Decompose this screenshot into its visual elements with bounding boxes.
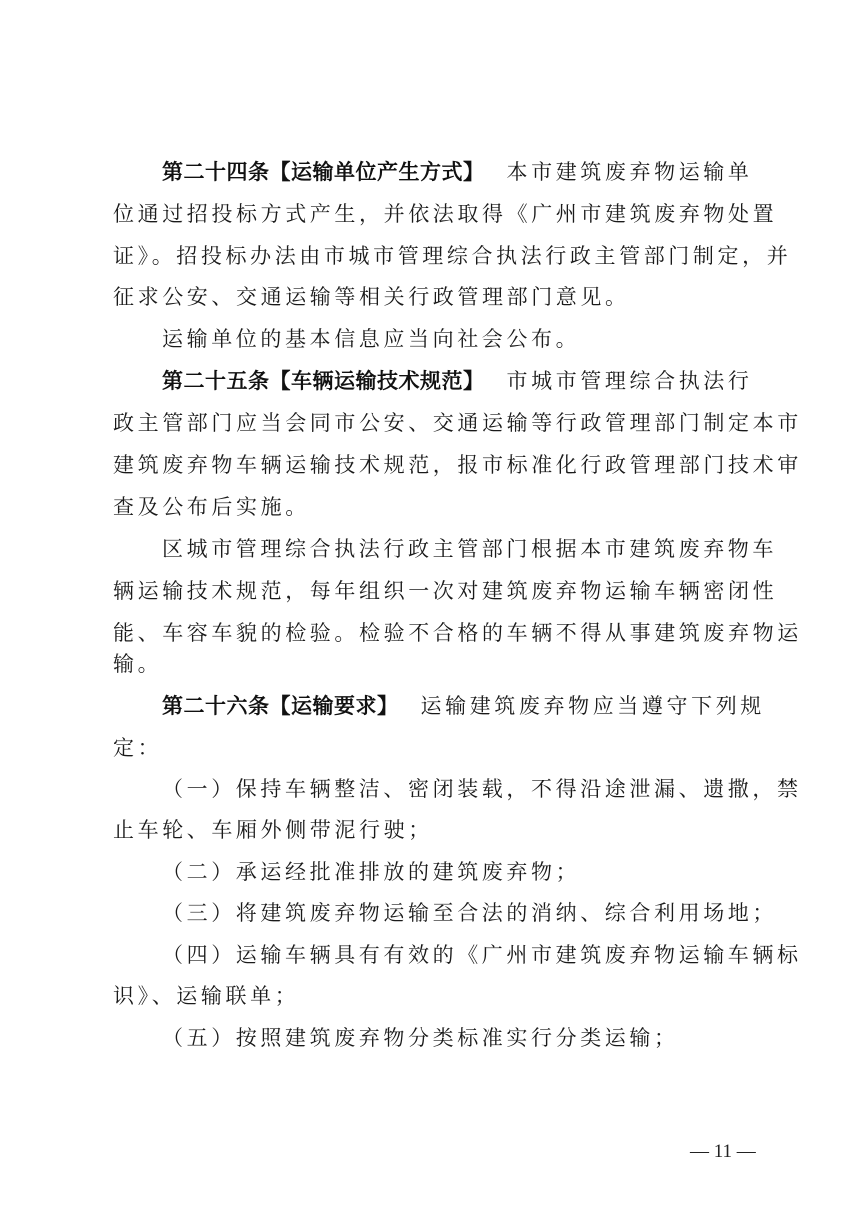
article-26-item-5: （五）按照建筑废弃物分类标准实行分类运输； xyxy=(162,1026,679,1050)
article-25-text: 市城市管理综合执法行 xyxy=(506,369,753,393)
article-24-line: 位通过招投标方式产生，并依法取得《广州市建筑废弃物处置 xyxy=(113,202,778,226)
article-26-item-1-cont: 止车轮、车厢外侧带泥行驶； xyxy=(113,818,433,842)
article-25-line: 能、车容车貌的检验。检验不合格的车辆不得从事建筑废弃物运 xyxy=(113,621,802,645)
article-24-heading: 第二十四条【运输单位产生方式】 xyxy=(162,160,485,184)
article-26-item-3: （三）将建筑废弃物运输至合法的消纳、综合利用场地； xyxy=(162,901,777,925)
article-25-line: 输。 xyxy=(113,652,163,676)
article-26-heading: 第二十六条【运输要求】 xyxy=(162,694,399,718)
article-26-line: 定： xyxy=(113,736,163,760)
article-25-line: 建筑废弃物车辆运输技术规范，报市标准化行政管理部门技术审 xyxy=(113,453,802,477)
article-25-heading: 第二十五条【车辆运输技术规范】 xyxy=(162,369,485,393)
article-24-text: 本市建筑废弃物运输单 xyxy=(506,160,753,184)
article-24-paragraph-2: 运输单位的基本信息应当向社会公布。 xyxy=(162,327,581,351)
article-26-item-4: （四）运输车辆具有有效的《广州市建筑废弃物运输车辆标 xyxy=(162,943,802,967)
page-number: — 11 — xyxy=(690,1141,756,1162)
article-24-line: 征求公安、交通运输等相关行政管理部门意见。 xyxy=(113,285,630,309)
article-25-paragraph-2: 区城市管理综合执法行政主管部门根据本市建筑废弃物车 xyxy=(162,537,777,561)
article-25-first-line xyxy=(162,366,762,396)
article-24-line: 证》。招投标办法由市城市管理综合执法行政主管部门制定，并 xyxy=(113,244,792,268)
article-25-line: 政主管部门应当会同市公安、交通运输等行政管理部门制定本市 xyxy=(113,411,802,435)
article-25-line: 辆运输技术规范，每年组织一次对建筑废弃物运输车辆密闭性 xyxy=(113,579,778,603)
article-26-text: 运输建筑废弃物应当遵守下列规 xyxy=(420,694,765,718)
article-24-first-line xyxy=(162,157,762,187)
article-26-item-4-cont: 识》、运输联单； xyxy=(113,984,300,1008)
article-26-item-2: （二）承运经批准排放的建筑废弃物； xyxy=(162,860,581,884)
article-26-item-1: （一）保持车辆整洁、密闭装载，不得沿途泄漏、遗撒，禁 xyxy=(162,777,802,801)
article-25-line: 查及公布后实施。 xyxy=(113,495,310,519)
article-26-first-line xyxy=(162,691,765,721)
